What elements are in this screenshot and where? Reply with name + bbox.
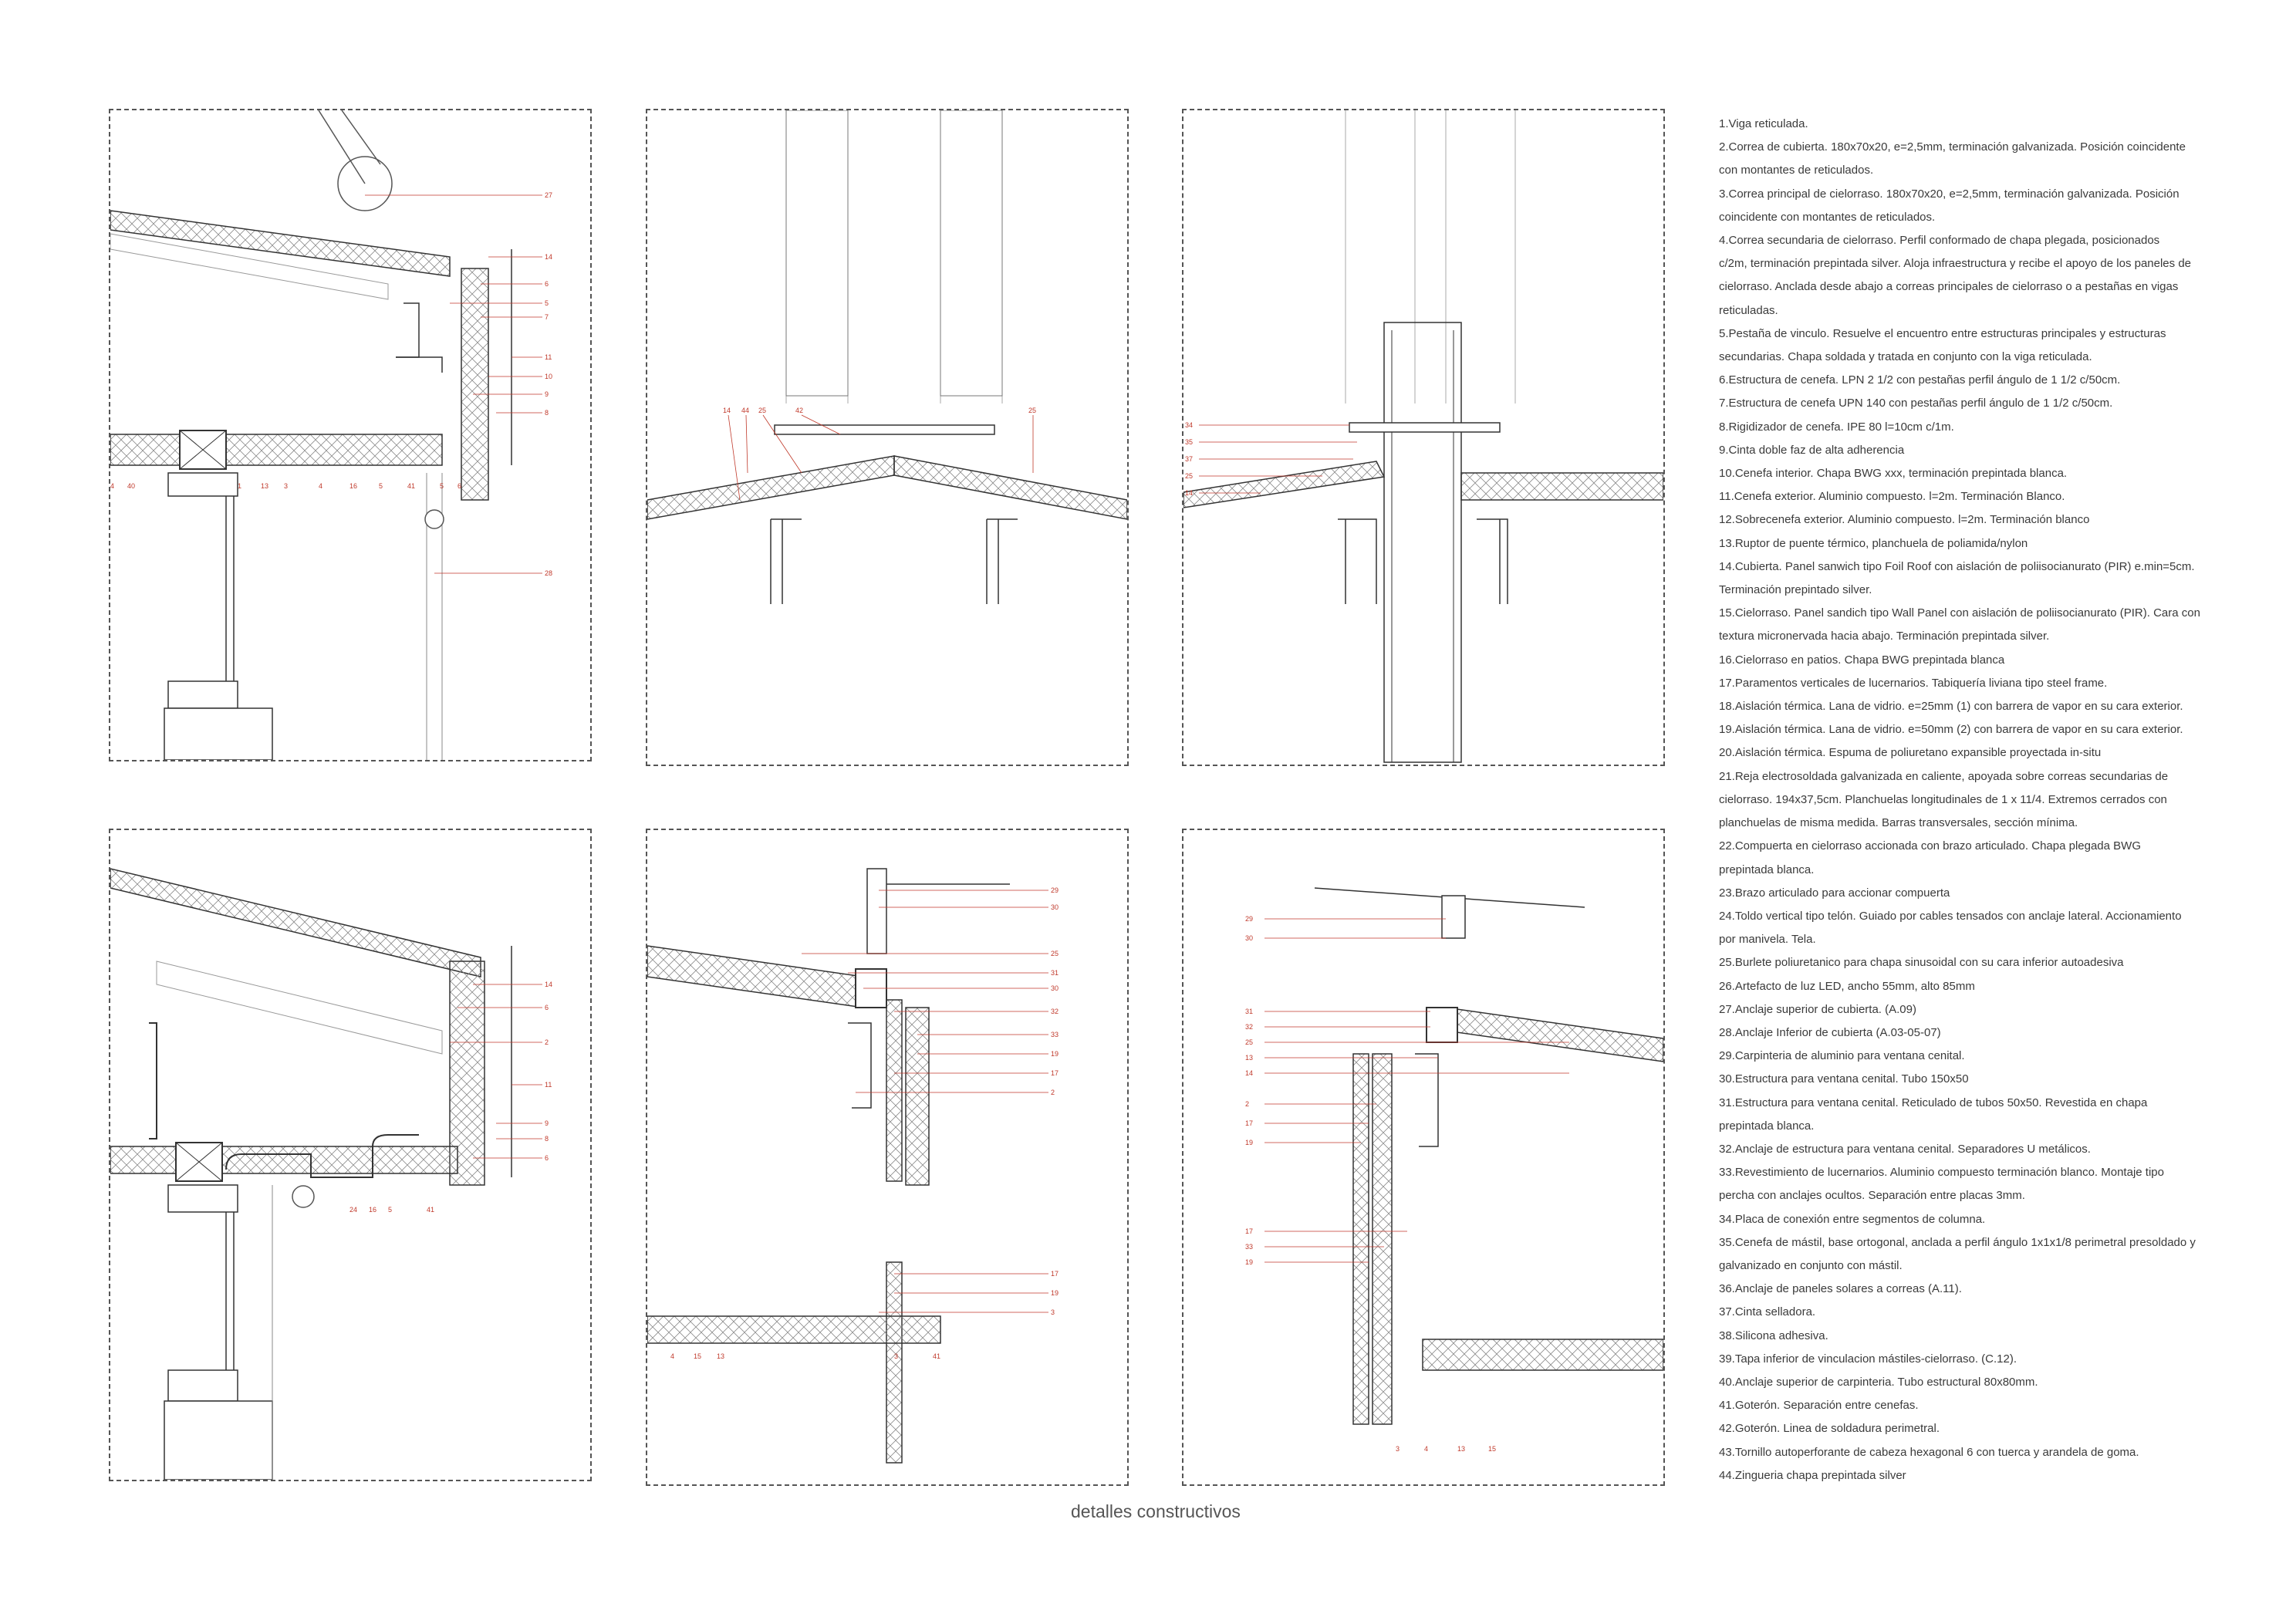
label: 13 — [261, 482, 269, 490]
detail-panel-1 — [109, 109, 592, 761]
label: 17 — [1245, 1227, 1254, 1235]
label: 7 — [545, 313, 549, 321]
legend-item: 43.Tornillo autoperforante de cabeza hexagonal 6 con tuerca y arandela de goma. — [1719, 1445, 2139, 1459]
label: 30 — [1051, 984, 1059, 992]
legend-item: 29.Carpinteria de aluminio para ventana cenital. — [1719, 1049, 1965, 1063]
label: 13 — [1457, 1445, 1466, 1453]
label: 37 — [1185, 455, 1194, 463]
label: 29 — [1245, 915, 1254, 923]
legend-item: 10.Cenefa interior. Chapa BWG xxx, terminación prepintada blanca. — [1719, 467, 2068, 481]
legend-item: coincidente con montantes de reticulados. — [1719, 210, 1936, 224]
legend-item: 34.Placa de conexión entre segmentos de columna. — [1719, 1212, 1986, 1226]
label: 19 — [1051, 1289, 1059, 1297]
detail-panel-6 — [1182, 829, 1665, 1486]
legend — [1719, 113, 2213, 1487]
legend-item: 35.Cenefa de mástil, base ortogonal, anclada a perfil ángulo 1x1x1/8 perimetral presoldado y — [1719, 1235, 2196, 1249]
legend-item: 21.Reja electrosoldada galvanizada en caliente, apoyada sobre correas secundarias de — [1719, 769, 2169, 783]
legend-item: galvanizado en conjunto con mástil. — [1719, 1258, 1903, 1272]
label: 19 — [1245, 1258, 1254, 1266]
label: 41 — [427, 1206, 435, 1214]
legend-item: prepintada blanca. — [1719, 1119, 1815, 1133]
legend-item: 2.Correa de cubierta. 180x70x20, e=2,5mm, terminación galvanizada. Posición coincidente — [1719, 140, 2186, 154]
label: 19 — [1245, 1139, 1254, 1146]
legend-item: 13.Ruptor de puente térmico, planchuela de poliamida/nylon — [1719, 536, 2028, 550]
label: 11 — [545, 1081, 552, 1089]
legend-item: 33.Revestimiento de lucernarios. Aluminio compuesto terminación blanco. Montaje tipo — [1719, 1166, 2164, 1180]
ridge-section-drawing — [647, 110, 1127, 765]
legend-item: 17.Paramentos verticales de lucernarios. Tabiquería liviana tipo steel frame. — [1719, 676, 2108, 690]
legend-item: 41.Goterón. Separación entre cenefas. — [1719, 1399, 1919, 1413]
label: 3 — [894, 1352, 899, 1360]
label: 13 — [717, 1352, 725, 1360]
label: 41 — [933, 1352, 941, 1360]
label: 10 — [545, 373, 553, 380]
legend-item: 15.Cielorraso. Panel sandich tipo Wall Panel con aislación de poliisocianurato (PIR). Cara con — [1719, 606, 2200, 620]
legend-item: 14.Cubierta. Panel sanwich tipo Foil Roof con aislación de poliisocianurato (PIR) e.min=5cm. — [1719, 559, 2195, 573]
label: 5 — [440, 482, 444, 490]
legend-item: 40.Anclaje superior de carpinteria. Tubo estructural 80x80mm. — [1719, 1375, 2038, 1389]
label: 25 — [1028, 407, 1037, 414]
legend-item: 4.Correa secundaria de cielorraso. Perfil conformado de chapa plegada, posicionados — [1719, 234, 2160, 248]
legend-item: c/2m, terminación prepintada silver. Aloja infraestructura y recibe el apoyo de los paneles de — [1719, 257, 2192, 271]
label: 17 — [1245, 1119, 1254, 1127]
legend-item: 27.Anclaje superior de cubierta. (A.09) — [1719, 1002, 1916, 1016]
legend-item: 20.Aislación térmica. Espuma de poliuretano expansible proyectada in-situ — [1719, 746, 2102, 760]
legend-item: 30.Estructura para ventana cenital. Tubo 150x50 — [1719, 1072, 1969, 1086]
legend-item: 38.Silicona adhesiva. — [1719, 1329, 1828, 1342]
label: 31 — [1051, 969, 1059, 977]
label: 40 — [127, 482, 136, 490]
label: 30 — [1051, 903, 1059, 911]
label: 27 — [545, 191, 553, 199]
label: 4 — [319, 482, 323, 490]
label: 4 — [1424, 1445, 1429, 1453]
label: 19 — [1051, 1050, 1059, 1058]
label: 3 — [284, 482, 289, 490]
legend-item: 9.Cinta doble faz de alta adherencia — [1719, 443, 1905, 457]
legend-item: percha con anclajes ocultos. Separación entre placas 3mm. — [1719, 1189, 2025, 1203]
label: 15 — [1488, 1445, 1497, 1453]
legend-item: 26.Artefacto de luz LED, ancho 55mm, alto 85mm — [1719, 979, 1975, 993]
legend-item: 3.Correa principal de cielorraso. 180x70x20, e=2,5mm, terminación galvanizada. Posición — [1719, 187, 2180, 201]
legend-item: 8.Rigidizador de cenefa. IPE 80 l=10cm c/1m. — [1719, 420, 1954, 434]
legend-item: 42.Goterón. Linea de soldadura perimetral. — [1719, 1422, 1940, 1436]
legend-item: 19.Aislación térmica. Lana de vidrio. e=50mm (2) con barrera de vapor en su cara exterior. — [1719, 723, 2183, 737]
label: 33 — [1245, 1243, 1254, 1251]
legend-item: cielorraso. Anclada desde abajo a correas principales de cielorraso o a pestañas en vigas — [1719, 280, 2179, 294]
legend-item: 44.Zingueria chapa prepintada silver — [1719, 1468, 1906, 1482]
label: 3 — [1051, 1308, 1055, 1316]
label: 5 — [379, 482, 383, 490]
legend-item: 39.Tapa inferior de vinculacion mástiles-cielorraso. (C.12). — [1719, 1352, 2017, 1366]
legend-item: 16.Cielorraso en patios. Chapa BWG prepintada blanca — [1719, 653, 2005, 667]
label: 24 — [349, 1206, 358, 1214]
label: 6 — [458, 482, 462, 490]
legend-item: 28.Anclaje Inferior de cubierta (A.03-05-07) — [1719, 1025, 1941, 1039]
label: 9 — [545, 390, 549, 398]
skylight-edge-drawing — [1183, 830, 1663, 1484]
label: 14 — [1185, 489, 1194, 497]
label: 6 — [545, 280, 549, 288]
label: 25 — [1185, 472, 1194, 480]
label: 44 — [741, 407, 750, 414]
label: 2 — [545, 1038, 549, 1046]
legend-item: secundarias. Chapa soldada y tratada en conjunto con la viga reticulada. — [1719, 350, 2092, 364]
detail-panel-4 — [109, 829, 592, 1481]
label: 2 — [1245, 1100, 1250, 1108]
label: 14 — [723, 407, 731, 414]
column-section-drawing — [1183, 110, 1663, 765]
legend-item: 6.Estructura de cenefa. LPN 2 1/2 con pestañas perfil ángulo de 1 1/2 c/50cm. — [1719, 373, 2121, 387]
legend-item: reticuladas. — [1719, 303, 1778, 317]
label: 42 — [795, 407, 804, 414]
label: 5 — [388, 1206, 393, 1214]
label: 14 — [545, 981, 553, 988]
label: 4 — [110, 482, 115, 490]
label: 16 — [349, 482, 358, 490]
label: 13 — [1245, 1054, 1254, 1062]
label: 25 — [1051, 950, 1059, 957]
label: 14 — [545, 253, 553, 261]
label: 31 — [1245, 1008, 1254, 1015]
label: 11 — [545, 353, 552, 361]
legend-item: 1.Viga reticulada. — [1719, 117, 1808, 130]
label: 3 — [1396, 1445, 1400, 1453]
label: 2 — [1051, 1089, 1055, 1096]
legend-item: 24.Toldo vertical tipo telón. Guiado por cables tensados con anclaje lateral. Accionamiento — [1719, 909, 2182, 923]
label: 17 — [1051, 1270, 1059, 1278]
label: 41 — [407, 482, 416, 490]
label: 35 — [1185, 438, 1194, 446]
legend-item: 37.Cinta selladora. — [1719, 1305, 1816, 1319]
skylight-section-drawing — [647, 830, 1127, 1484]
label: 30 — [1245, 934, 1254, 942]
legend-item: 32.Anclaje de estructura para ventana cenital. Separadores U metálicos. — [1719, 1142, 2091, 1156]
label: 15 — [694, 1352, 702, 1360]
legend-item: 7.Estructura de cenefa UPN 140 con pestañas perfil ángulo de 1 1/2 c/50cm. — [1719, 397, 2113, 410]
detail-panel-2 — [646, 109, 1129, 766]
eave-section-drawing — [110, 110, 590, 760]
legend-item: textura micronervada hacia abajo. Terminación prepintada silver. — [1719, 630, 2050, 643]
eave-patio-drawing — [110, 830, 590, 1480]
label: 8 — [545, 1135, 549, 1143]
legend-item: con montantes de reticulados. — [1719, 164, 1874, 177]
legend-item: cielorraso. 194x37,5cm. Planchuelas longitudinales de 1 x 11/4. Extremos cerrados con — [1719, 792, 2167, 806]
detail-panel-5 — [646, 829, 1129, 1486]
legend-item: 23.Brazo articulado para accionar compuerta — [1719, 886, 1950, 900]
label: 14 — [1245, 1069, 1254, 1077]
legend-item: 22.Compuerta en cielorraso accionada con brazo articulado. Chapa plegada BWG — [1719, 839, 2141, 853]
detail-panel-3 — [1182, 109, 1665, 766]
legend-item: prepintada blanca. — [1719, 863, 1815, 876]
legend-item: 11.Cenefa exterior. Aluminio compuesto. l=2m. Terminación Blanco. — [1719, 490, 2065, 504]
label: 34 — [1185, 421, 1194, 429]
legend-item: Terminación prepintado silver. — [1719, 583, 1872, 597]
label: 4 — [670, 1352, 675, 1360]
caption: detalles constructivos — [1071, 1501, 1241, 1521]
label: 5 — [545, 299, 549, 307]
label: 33 — [1051, 1031, 1059, 1038]
label: 16 — [369, 1206, 377, 1214]
label: 6 — [545, 1004, 549, 1011]
legend-item: 25.Burlete poliuretanico para chapa sinusoidal con su cara inferior autoadesiva — [1719, 956, 2124, 970]
label: 8 — [545, 409, 549, 417]
label: 17 — [1051, 1069, 1059, 1077]
legend-item: 31.Estructura para ventana cenital. Reticulado de tubos 50x50. Revestida en chapa — [1719, 1096, 2148, 1109]
legend-item: planchuelas de misma medida. Barras transversales, sección mínima. — [1719, 816, 2078, 830]
legend-item: 36.Anclaje de paneles solares a correas (A.11). — [1719, 1282, 1962, 1296]
legend-item: 12.Sobrecenefa exterior. Aluminio compuesto. l=2m. Terminación blanco — [1719, 513, 2090, 527]
label: 25 — [758, 407, 767, 414]
label: 29 — [1051, 886, 1059, 894]
label: 28 — [545, 569, 553, 577]
label: 9 — [545, 1119, 549, 1127]
label: 1 — [238, 482, 242, 490]
legend-item: por manivela. Tela. — [1719, 933, 1816, 947]
legend-item: 5.Pestaña de vinculo. Resuelve el encuentro entre estructuras principales y estructuras — [1719, 326, 2166, 340]
legend-item: 18.Aislación térmica. Lana de vidrio. e=25mm (1) con barrera de vapor en su cara exterior. — [1719, 700, 2183, 714]
label: 25 — [1245, 1038, 1254, 1046]
label: 32 — [1245, 1023, 1254, 1031]
label: 6 — [545, 1154, 549, 1162]
label: 32 — [1051, 1008, 1059, 1015]
